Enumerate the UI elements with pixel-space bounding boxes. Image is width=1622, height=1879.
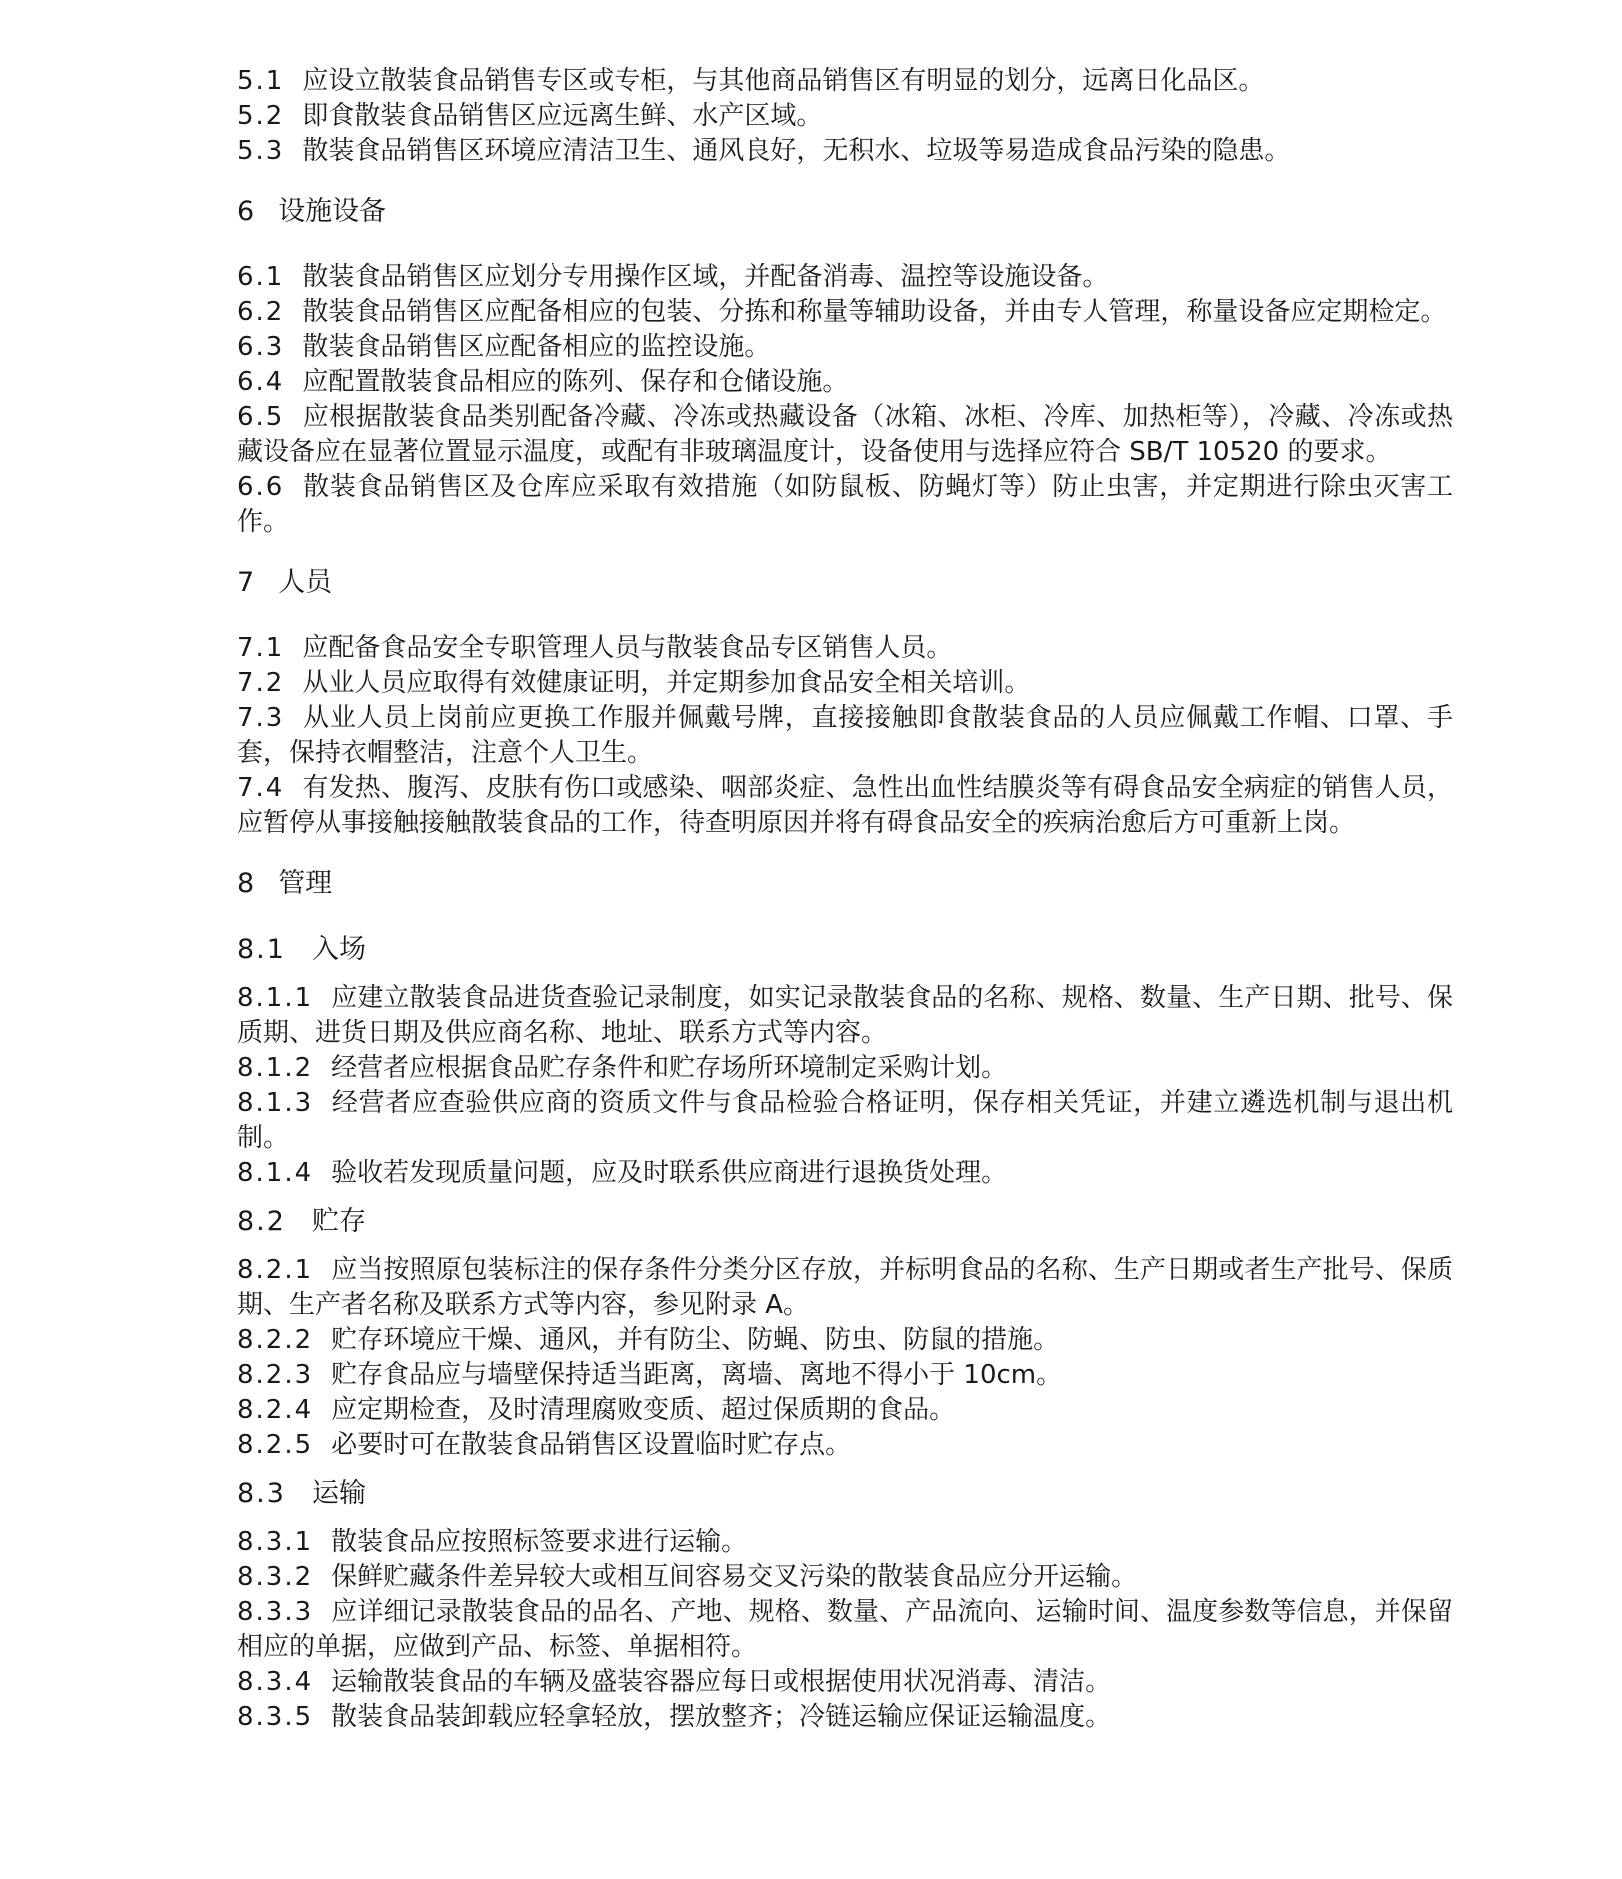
- clause-number: 8.3: [237, 1478, 286, 1509]
- clause-paragraph: [237, 1156, 1453, 1191]
- clause-number: 6.3: [237, 332, 285, 362]
- clause-number: 6.5: [237, 402, 285, 432]
- clause-number: 8.3.1: [237, 1527, 314, 1557]
- clause-number: 6.4: [237, 367, 285, 397]
- clause-text: 贮存环境应干燥、通风，并有防尘、防蝇、防虫、防鼠的措施。: [331, 1325, 1060, 1355]
- clause-number: 8.3.2: [237, 1562, 314, 1592]
- clause-text: 散装食品销售区应配备相应的包装、分拣和称量等辅助设备，并由专人管理，称量设备应定期检定。: [302, 297, 1447, 327]
- clause-paragraph: [237, 1428, 1453, 1463]
- clause-paragraph: [237, 771, 1453, 841]
- heading-text: 管理: [278, 868, 333, 899]
- clause-number: 8.1.3: [237, 1088, 314, 1118]
- clause-text: 应设立散装食品销售专区或专柜，与其他商品销售区有明显的划分，远离日化品区。: [302, 66, 1265, 96]
- clause-paragraph: [237, 260, 1453, 295]
- clause-paragraph: [237, 1393, 1453, 1428]
- clause-number: 8.1.4: [237, 1158, 314, 1188]
- clause-text: 应定期检查，及时清理腐败变质、超过保质期的食品。: [331, 1395, 956, 1425]
- clause-number: 8.2.4: [237, 1395, 314, 1425]
- clause-text: 经营者应查验供应商的资质文件与食品检验合格证明，保存相关凭证，并建立遴选机制与退出机制。: [237, 1088, 1453, 1153]
- clause-number: 8.2: [237, 1206, 286, 1237]
- clause-number: 8.2.1: [237, 1255, 314, 1285]
- clause-number: 8.2.5: [237, 1430, 314, 1460]
- clause-text: 验收若发现质量问题，应及时联系供应商进行退换货处理。: [331, 1158, 1008, 1188]
- clause-paragraph: [237, 1665, 1453, 1700]
- clause-paragraph: [237, 1323, 1453, 1358]
- clause-paragraph: [237, 666, 1453, 701]
- section-heading: [237, 932, 1453, 967]
- clause-paragraph: [237, 330, 1453, 365]
- clause-text: 保鲜贮藏条件差异较大或相互间容易交叉污染的散装食品应分开运输。: [331, 1562, 1138, 1592]
- clause-text: 运输散装食品的车辆及盛装容器应每日或根据使用状况消毒、清洁。: [331, 1667, 1112, 1697]
- clause-text: 从业人员上岗前应更换工作服并佩戴号牌，直接接触即食散装食品的人员应佩戴工作帽、口罩、手套，保持衣帽整洁，注意个人卫生。: [237, 703, 1453, 768]
- clause-paragraph: [237, 470, 1453, 540]
- clause-number: 8: [237, 868, 257, 899]
- chapter-heading: [237, 565, 1453, 600]
- clause-number: 5.2: [237, 101, 285, 131]
- clause-text: 经营者应根据食品贮存条件和贮存场所环境制定采购计划。: [331, 1053, 1008, 1083]
- clause-text: 散装食品销售区环境应清洁卫生、通风良好，无积水、垃圾等易造成食品污染的隐患。: [302, 136, 1291, 166]
- clause-paragraph: [237, 1358, 1453, 1393]
- clause-paragraph: [237, 134, 1453, 169]
- clause-paragraph: [237, 365, 1453, 400]
- clause-paragraph: [237, 1253, 1453, 1323]
- clause-paragraph: [237, 1051, 1453, 1086]
- clause-paragraph: [237, 1700, 1453, 1735]
- clause-number: 8.3.5: [237, 1702, 314, 1732]
- clause-paragraph: [237, 631, 1453, 666]
- section-heading: [237, 1476, 1453, 1511]
- clause-number: 7: [237, 567, 257, 598]
- clause-number: 5.3: [237, 136, 285, 166]
- clause-number: 8.3.4: [237, 1667, 314, 1697]
- chapter-heading: [237, 866, 1453, 901]
- heading-text: 人员: [278, 567, 333, 598]
- clause-number: 8.2.3: [237, 1360, 314, 1390]
- chapter-heading: [237, 194, 1453, 229]
- clause-number: 7.4: [237, 773, 285, 803]
- clause-paragraph: [237, 701, 1453, 771]
- clause-text: 应根据散装食品类别配备冷藏、冷冻或热藏设备（冰箱、冰柜、冷库、加热柜等），冷藏、冷冻或热藏设备应在显著位置显示温度，或配有非玻璃温度计，设备使用与选择应符合 SB/T 10520 的要求。: [237, 402, 1453, 467]
- clause-text: 即食散装食品销售区应远离生鲜、水产区域。: [302, 101, 823, 131]
- clause-text: 散装食品销售区及仓库应采取有效措施（如防鼠板、防蝇灯等）防止虫害，并定期进行除虫灭害工作。: [237, 472, 1453, 537]
- clause-text: 散装食品装卸载应轻拿轻放，摆放整齐；冷链运输应保证运输温度。: [331, 1702, 1112, 1732]
- clause-text: 散装食品销售区应配备相应的监控设施。: [302, 332, 771, 362]
- clause-paragraph: [237, 1560, 1453, 1595]
- clause-text: 必要时可在散装食品销售区设置临时贮存点。: [331, 1430, 852, 1460]
- clause-number: 8.1.2: [237, 1053, 314, 1083]
- clause-text: 贮存食品应与墙壁保持适当距离，离墙、离地不得小于 10cm。: [331, 1360, 1063, 1390]
- clause-text: 应配备食品安全专职管理人员与散装食品专区销售人员。: [302, 633, 953, 663]
- clause-number: 6: [237, 196, 257, 227]
- clause-text: 散装食品销售区应划分专用操作区域，并配备消毒、温控等设施设备。: [302, 262, 1109, 292]
- heading-text: 入场: [311, 934, 366, 965]
- clause-paragraph: [237, 981, 1453, 1051]
- clause-number: 8.1: [237, 934, 286, 965]
- clause-text: 散装食品应按照标签要求进行运输。: [331, 1527, 748, 1557]
- clause-paragraph: [237, 400, 1453, 470]
- clause-paragraph: [237, 1595, 1453, 1665]
- clause-paragraph: [237, 64, 1453, 99]
- clause-text: 应配置散装食品相应的陈列、保存和仓储设施。: [302, 367, 849, 397]
- clause-paragraph: [237, 1086, 1453, 1156]
- clause-paragraph: [237, 295, 1453, 330]
- heading-text: 运输: [311, 1478, 366, 1509]
- clause-number: 7.2: [237, 668, 285, 698]
- heading-text: 设施设备: [278, 196, 387, 227]
- clause-text: 有发热、腹泻、皮肤有伤口或感染、咽部炎症、急性出血性结膜炎等有碍食品安全病症的销售人员，应暂停从事接触接触散装食品的工作，待查明原因并将有碍食品安全的疾病治愈后方可重新上岗。: [237, 773, 1453, 838]
- clause-number: 6.6: [237, 472, 285, 502]
- clause-number: 8.1.1: [237, 983, 314, 1013]
- clause-paragraph: [237, 99, 1453, 134]
- clause-text: 应当按照原包装标注的保存条件分类分区存放，并标明食品的名称、生产日期或者生产批号、保质期、生产者名称及联系方式等内容，参见附录 A。: [237, 1255, 1453, 1320]
- clause-text: 应详细记录散装食品的品名、产地、规格、数量、产品流向、运输时间、温度参数等信息，并保留相应的单据，应做到产品、标签、单据相符。: [237, 1597, 1453, 1662]
- clause-text: 从业人员应取得有效健康证明，并定期参加食品安全相关培训。: [302, 668, 1031, 698]
- clause-number: 8.2.2: [237, 1325, 314, 1355]
- document-body: [237, 64, 1453, 1735]
- clause-paragraph: [237, 1525, 1453, 1560]
- clause-text: 应建立散装食品进货查验记录制度，如实记录散装食品的名称、规格、数量、生产日期、批号、保质期、进货日期及供应商名称、地址、联系方式等内容。: [237, 983, 1453, 1048]
- clause-number: 5.1: [237, 66, 285, 96]
- heading-text: 贮存: [311, 1206, 366, 1237]
- clause-number: 7.3: [237, 703, 285, 733]
- section-heading: [237, 1204, 1453, 1239]
- clause-number: 8.3.3: [237, 1597, 314, 1627]
- clause-number: 7.1: [237, 633, 285, 663]
- clause-number: 6.2: [237, 297, 285, 327]
- clause-number: 6.1: [237, 262, 285, 292]
